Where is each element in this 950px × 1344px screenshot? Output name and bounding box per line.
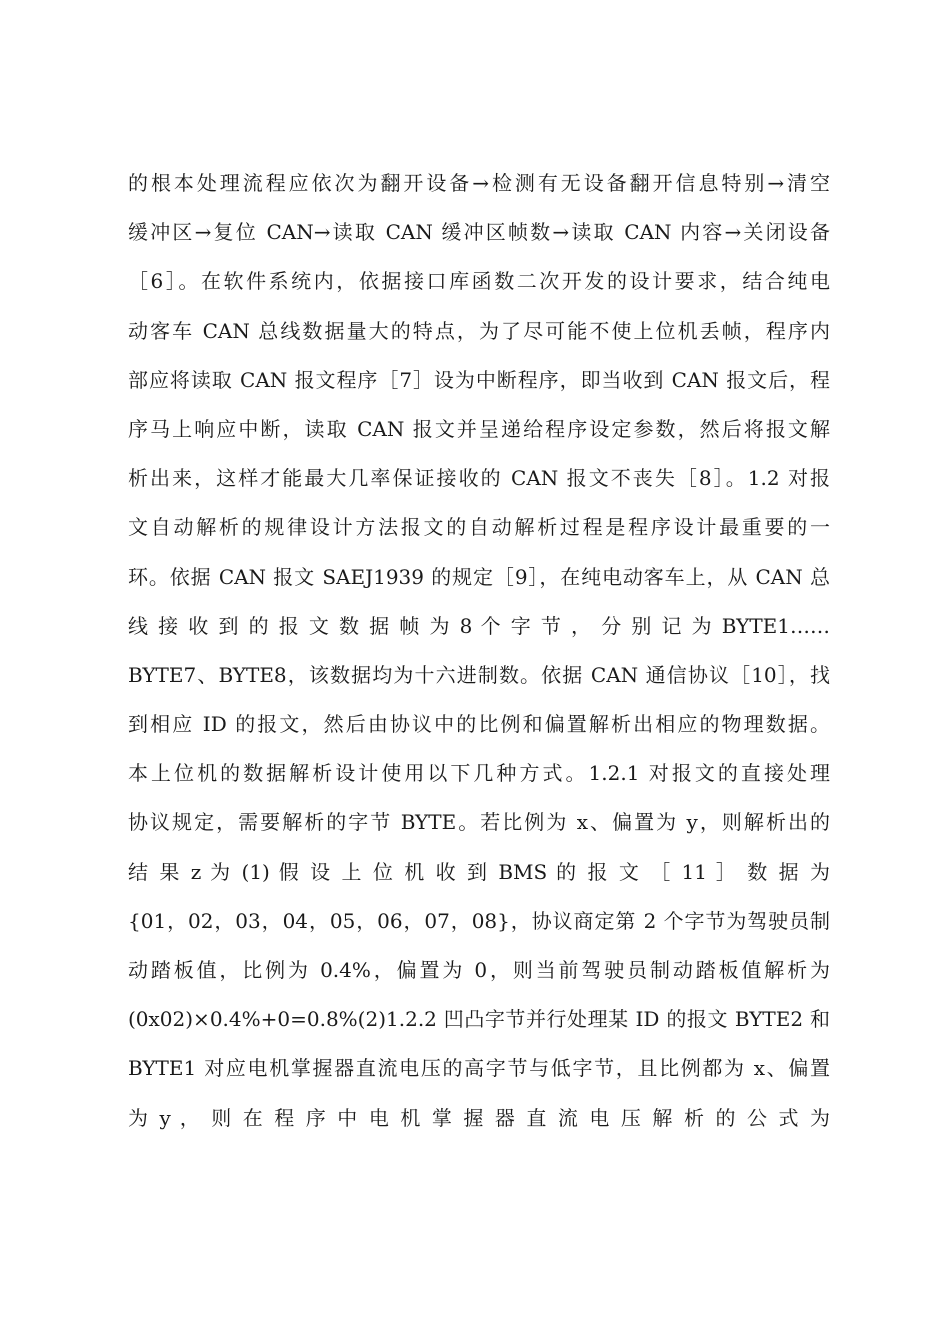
- text-line-12: 到相应 ID 的报文，然后由协议中的比例和偏置解析出相应的物理数据。: [128, 712, 830, 737]
- text-line-3: ［6］。在软件系统内，依据接口库函数二次开发的设计要求，结合纯电: [128, 269, 830, 294]
- text-line-18: (0x02)×0.4%+0=0.8%(2)1.2.2 凹凸字节并行处理某 ID 的报文 BYTE2 和: [128, 1007, 830, 1032]
- text-line-8: 文自动解析的规律设计方法报文的自动解析过程是程序设计最重要的一: [128, 515, 830, 540]
- text-line-20: 为 y ， 则 在 程 序 中 电 机 掌 握 器 直 流 电 压 解 析 的 公 式 为: [128, 1105, 830, 1130]
- text-line-19: BYTE1 对应电机掌握器直流电压的高字节与低字节，且比例都为 x、偏置: [128, 1056, 830, 1081]
- text-line-7: 析出来，这样才能最大几率保证接收的 CAN 报文不丧失［8］。1.2 对报: [128, 466, 830, 491]
- text-line-2: 缓冲区→复位 CAN→读取 CAN 缓冲区帧数→读取 CAN 内容→关闭设备: [128, 220, 830, 245]
- text-line-6: 序马上响应中断，读取 CAN 报文并呈递给程序设定参数，然后将报文解: [128, 416, 830, 441]
- text-line-10: 线 接 收 到 的 报 文 数 据 帧 为 8 个 字 节 ， 分 别 记 为 BYTE1……: [128, 613, 830, 638]
- text-line-9: 环。依据 CAN 报文 SAEJ1939 的规定［9］，在纯电动客车上，从 CAN 总: [128, 564, 830, 589]
- body-text: [128, 159, 830, 1143]
- text-line-11: BYTE7、BYTE8，该数据均为十六进制数。依据 CAN 通信协议［10］，找: [128, 662, 830, 687]
- text-line-17: 动踏板值，比例为 0.4%，偏置为 0，则当前驾驶员制动踏板值解析为: [128, 958, 830, 982]
- text-line-15: 结 果 z 为 (1) 假 设 上 位 机 收 到 BMS 的 报 文 ［ 11 ］ 数 据 为: [128, 859, 830, 884]
- text-line-16: {01，02，03，04，05，06，07，08}，协议商定第 2 个字节为驾驶员制: [128, 908, 830, 933]
- text-line-14: 协议规定，需要解析的字节 BYTE。若比例为 x、偏置为 y，则解析出的: [128, 810, 830, 835]
- text-line-13: 本上位机的数据解析设计使用以下几种方式。1.2.1 对报文的直接处理: [128, 761, 830, 786]
- text-line-1: 的根本处理流程应依次为翻开设备→检测有无设备翻开信息特别→清空: [128, 171, 830, 195]
- text-line-5: 部应将读取 CAN 报文程序［7］设为中断程序，即当收到 CAN 报文后，程: [128, 367, 830, 392]
- text-line-4: 动客车 CAN 总线数据量大的特点，为了尽可能不使上位机丢帧，程序内: [128, 318, 830, 343]
